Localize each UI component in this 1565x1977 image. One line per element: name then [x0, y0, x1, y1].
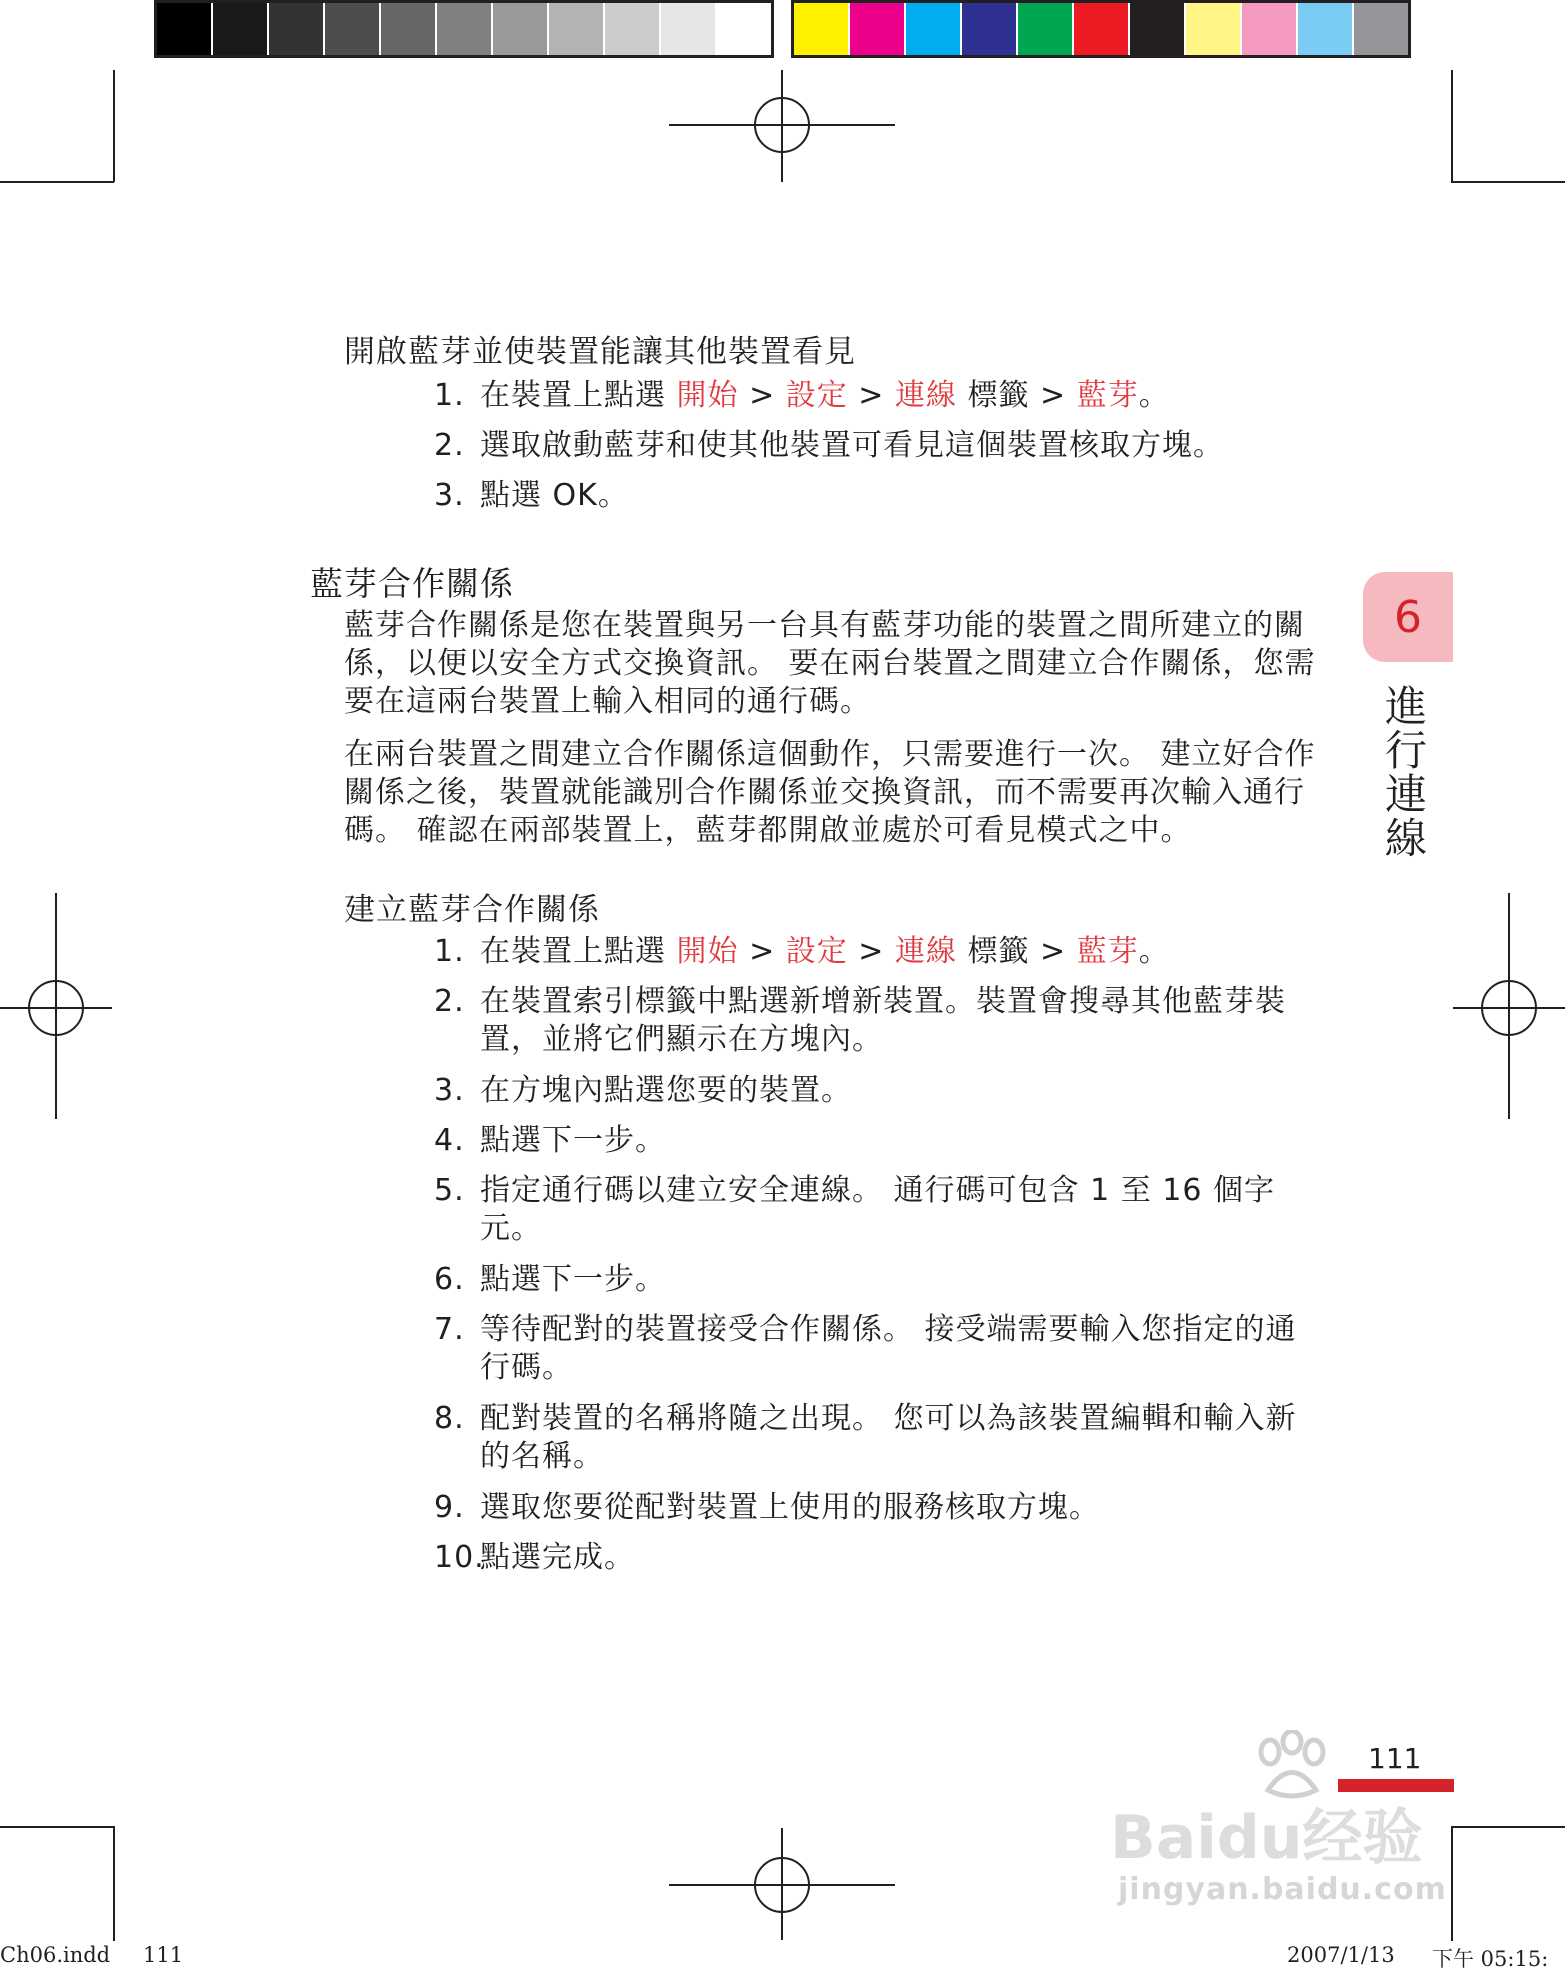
color-swatch	[381, 3, 437, 55]
registration-circle	[28, 980, 84, 1036]
crop-mark	[1451, 1826, 1453, 1941]
chapter-title-vertical: 進 行 連 線	[1384, 682, 1427, 863]
color-swatch	[1354, 3, 1408, 55]
menu-path-settings: 設定	[785, 934, 848, 969]
crop-mark	[113, 1826, 115, 1941]
step-number: 8.	[434, 1401, 465, 1436]
list-item: 9. 選取您要從配對裝置上使用的服務核取方塊。	[434, 1490, 1100, 1525]
paragraph: 在兩台裝置之間建立合作關係這個動作，只需要進行一次。 建立好合作關係之後，裝置就能識別合作關係並交換資訊，而不需要再次輸入通行碼。 確認在兩部裝置上，藍芽都開啟並處於可看見模式之中。	[344, 737, 1316, 848]
list-item: 2. 在裝置索引標籤中點選新增新裝置。裝置會搜尋其他藍芽裝 置，並將它們顯示在方塊內。	[434, 984, 1286, 1057]
list-item: 8. 配對裝置的名稱將隨之出現。 您可以為該裝置編輯和輸入新 的名稱。	[434, 1401, 1297, 1474]
color-swatch	[1298, 3, 1354, 55]
color-swatch	[1186, 3, 1242, 55]
grayscale-color-bar	[154, 0, 774, 58]
color-swatch	[1018, 3, 1074, 55]
list-item: 3. 在方塊內點選您要的裝置。	[434, 1073, 852, 1108]
color-swatch	[1130, 3, 1186, 55]
page-number: 111	[1368, 1742, 1422, 1775]
list-item: 1. 在裝置上點選 開始 > 設定 > 連線 標籤 > 藍芽。	[434, 934, 1170, 969]
color-swatch	[157, 3, 213, 55]
footer-time: 下午 05:15:	[1432, 1947, 1549, 1971]
list-item: 2. 選取啟動藍芽和使其他裝置可看見這個裝置核取方塊。	[434, 428, 1224, 463]
color-swatch	[269, 3, 325, 55]
step-number: 5.	[434, 1173, 465, 1208]
crop-mark	[0, 1826, 114, 1828]
step-number: 2.	[434, 428, 465, 463]
color-swatch	[661, 3, 717, 55]
menu-path-bluetooth: 藍芽	[1076, 934, 1139, 969]
list-item: 1. 在裝置上點選 開始 > 設定 > 連線 標籤 > 藍芽。	[434, 378, 1170, 413]
chapter-number-tab: 6	[1363, 572, 1453, 662]
step-number: 9.	[434, 1490, 465, 1525]
paragraph: 藍芽合作關係是您在裝置與另一台具有藍芽功能的裝置之間所建立的關係，以便以安全方式交換資訊。 要在兩台裝置之間建立合作關係，您需要在這兩台裝置上輸入相同的通行碼。	[344, 608, 1316, 719]
crop-mark	[0, 181, 114, 183]
step-number: 1.	[434, 378, 465, 413]
menu-path-settings: 設定	[785, 378, 848, 413]
color-swatch	[325, 3, 381, 55]
color-swatch	[213, 3, 269, 55]
menu-path-connections: 連線	[894, 934, 957, 969]
menu-path-bluetooth: 藍芽	[1076, 378, 1139, 413]
color-swatch	[850, 3, 906, 55]
color-swatch	[605, 3, 661, 55]
watermark-url: jingyan.baidu.com	[1118, 1872, 1447, 1907]
step-number: 3.	[434, 478, 465, 513]
color-swatch	[1074, 3, 1130, 55]
color-swatch	[717, 3, 771, 55]
crop-mark	[1451, 1826, 1565, 1828]
footer-page: 111	[143, 1943, 184, 1967]
step-number: 6.	[434, 1262, 465, 1297]
footer-date: 2007/1/13	[1287, 1943, 1395, 1967]
menu-path-start: 開始	[676, 934, 739, 969]
crop-mark	[1451, 181, 1565, 183]
color-swatch	[493, 3, 549, 55]
section-heading-enable-bluetooth: 開啟藍芽並使裝置能讓其他裝置看見	[344, 334, 856, 370]
footer-file-name: Ch06.indd	[0, 1943, 111, 1967]
color-swatch	[794, 3, 850, 55]
color-swatch	[1242, 3, 1298, 55]
cmyk-color-bar	[791, 0, 1411, 58]
step-number: 7.	[434, 1312, 465, 1347]
list-item: 3. 點選 OK。	[434, 478, 629, 513]
registration-circle	[1481, 980, 1537, 1036]
list-item: 6. 點選下一步。	[434, 1262, 666, 1297]
menu-path-start: 開始	[676, 378, 739, 413]
menu-path-connections: 連線	[894, 378, 957, 413]
section-heading-create-partnership: 建立藍芽合作關係	[344, 892, 600, 928]
color-swatch	[549, 3, 605, 55]
list-item: 10.點選完成。	[434, 1540, 635, 1575]
crop-mark	[1451, 70, 1453, 182]
list-item: 4. 點選下一步。	[434, 1123, 666, 1158]
watermark-logo: Baidu经验	[1110, 1803, 1423, 1873]
color-swatch	[906, 3, 962, 55]
list-item: 5. 指定通行碼以建立安全連線。 通行碼可包含 1 至 16 個字 元。	[434, 1173, 1275, 1246]
step-number: 2.	[434, 984, 465, 1019]
registration-circle	[754, 1857, 810, 1913]
section-heading-bluetooth-partnership: 藍芽合作關係	[310, 564, 514, 603]
step-number: 10.	[434, 1540, 485, 1575]
step-number: 3.	[434, 1073, 465, 1108]
list-item: 7. 等待配對的裝置接受合作關係。 接受端需要輸入您指定的通 行碼。	[434, 1312, 1297, 1385]
color-swatch	[437, 3, 493, 55]
registration-circle	[754, 97, 810, 153]
step-number: 4.	[434, 1123, 465, 1158]
crop-mark	[113, 70, 115, 182]
step-number: 1.	[434, 934, 465, 969]
color-swatch	[962, 3, 1018, 55]
